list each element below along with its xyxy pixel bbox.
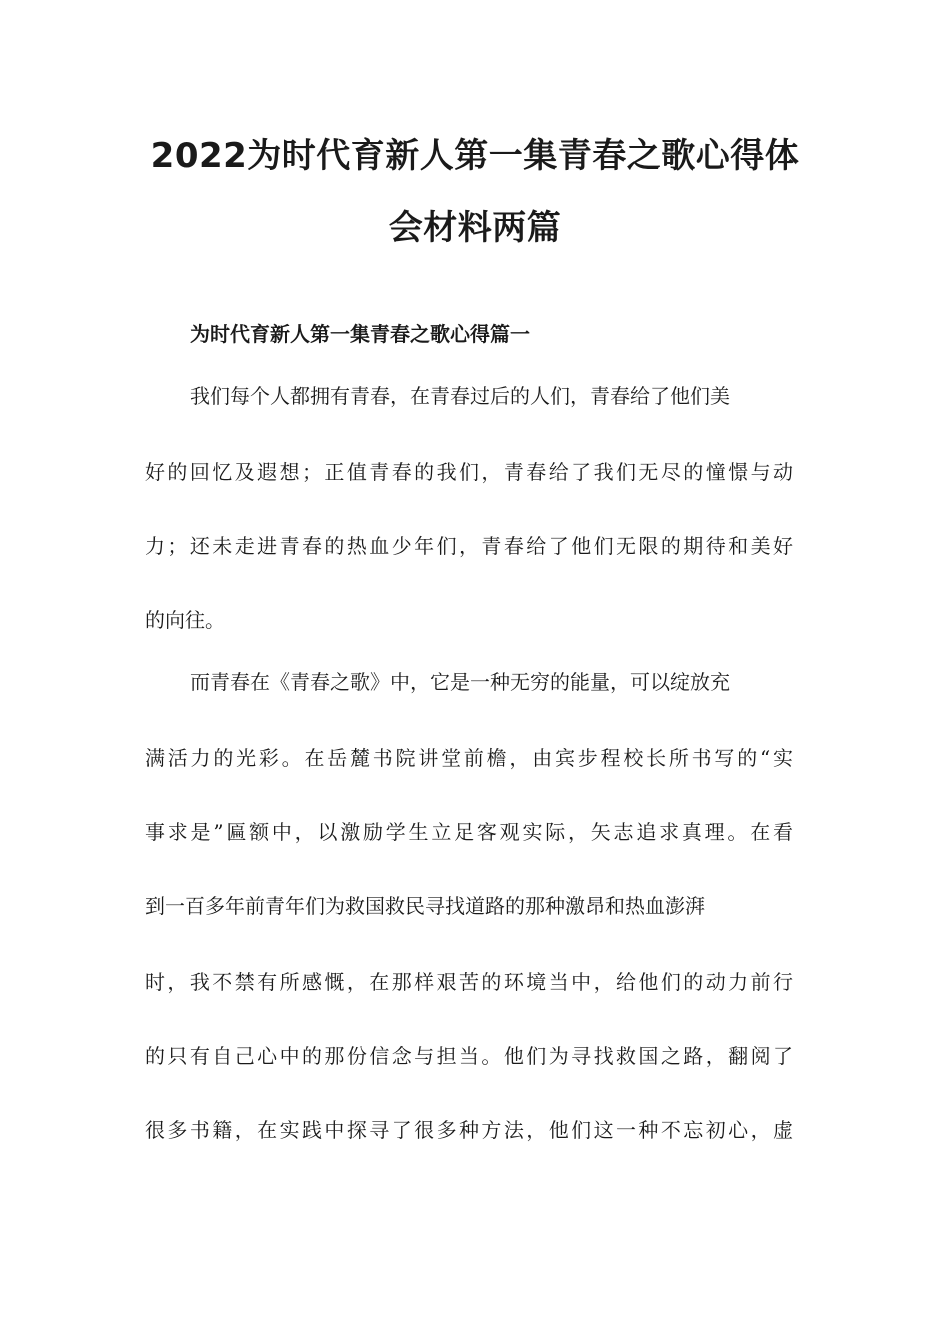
- document-title-line-2: 会材料两篇: [388, 208, 562, 248]
- section-heading: 为时代育新人第一集青春之歌心得篇一: [190, 322, 530, 346]
- paragraph-2-line: 时，我不禁有所感慨，在那样艰苦的环境当中，给他们的动力前行: [145, 970, 793, 994]
- paragraph-2-line: 到一百多年前青年们为救国救民寻找道路的那种激昂和热血澎湃: [145, 894, 705, 918]
- paragraph-1-line: 我们每个人都拥有青春，在青春过后的人们，青春给了他们美: [190, 384, 730, 408]
- paragraph-2-line: 很多书籍，在实践中探寻了很多种方法，他们这一种不忘初心，虚: [145, 1118, 793, 1142]
- paragraph-2-line: 的只有自己心中的那份信念与担当。他们为寻找救国之路，翻阅了: [145, 1044, 793, 1068]
- paragraph-2-line: 而青春在《青春之歌》中，它是一种无穷的能量，可以绽放充: [190, 670, 730, 694]
- paragraph-1-line: 好的回忆及遐想；正值青春的我们，青春给了我们无尽的憧憬与动: [145, 460, 793, 484]
- document-title-line-1: 2022为时代育新人第一集青春之歌心得体: [150, 136, 800, 176]
- paragraph-1-line: 力；还未走进青春的热血少年们，青春给了他们无限的期待和美好: [145, 534, 793, 558]
- paragraph-2-line: 事求是”匾额中，以激励学生立足客观实际，矢志追求真理。在看: [145, 820, 793, 844]
- paragraph-2-line: 满活力的光彩。在岳麓书院讲堂前檐，由宾步程校长所书写的“实: [145, 746, 793, 770]
- paragraph-1-line: 的向往。: [145, 608, 225, 632]
